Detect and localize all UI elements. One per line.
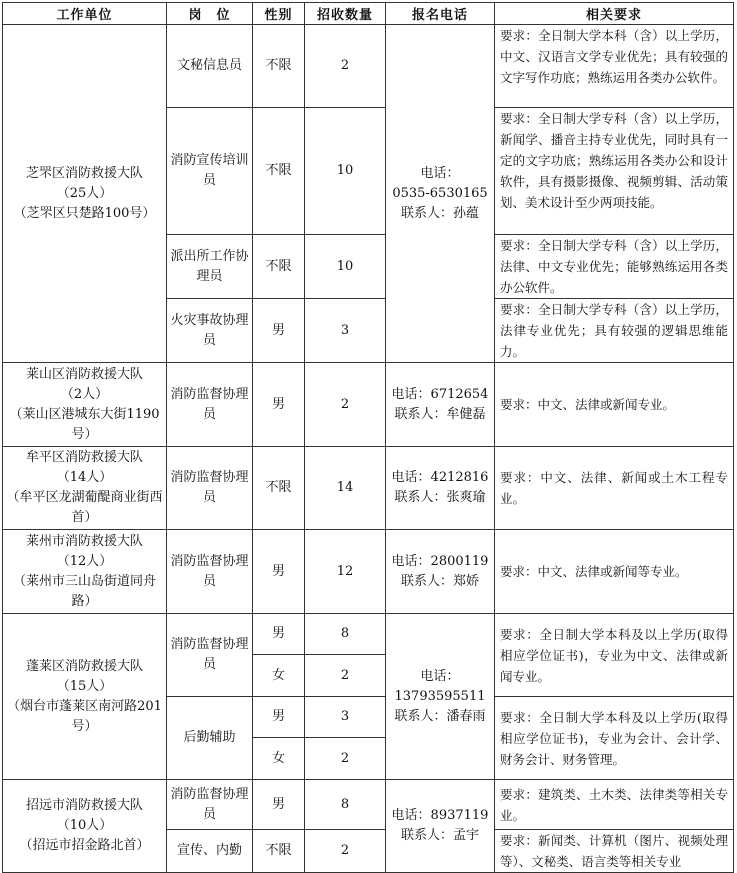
post-cell: 火灾事故协理员 — [167, 299, 253, 363]
unit-cell: 莱州市消防救援大队 （12人） （莱州市三山岛街道同舟路） — [3, 530, 167, 614]
header-post: 岗 位 — [167, 3, 253, 25]
header-row — [3, 3, 734, 25]
phone-cell: 电话：4212816 联系人：张爽瑜 — [386, 447, 495, 530]
unit-cell: 蓬莱区消防救援大队 （15人） （烟台市蓬莱区南河路201号） — [3, 614, 167, 780]
count-cell: 8 — [305, 780, 386, 830]
unit-cell: 牟平区消防救援大队 （14人） （牟平区龙湖葡醍商业街西首） — [3, 447, 167, 530]
phone-cell: 电话：8937119 联系人：孟宇 — [386, 780, 495, 873]
count-cell: 10 — [305, 108, 386, 235]
post-cell: 派出所工作协理员 — [167, 235, 253, 299]
table-row — [3, 363, 734, 447]
count-cell: 8 — [305, 614, 386, 655]
post-cell: 消防监督协理员 — [167, 363, 253, 447]
requirements-cell: 要求：中文、法律、新闻或土木工程专业。 — [495, 447, 734, 530]
phone-cell: 电话： 13793595511 联系人：潘春雨 — [386, 614, 495, 780]
header-unit: 工作单位 — [3, 3, 167, 25]
phone-cell: 电话：6712654 联系人：牟健磊 — [386, 363, 495, 447]
table-row — [3, 25, 734, 108]
unit-cell: 招远市消防救援大队 （10人） （招远市招金路北首） — [3, 780, 167, 873]
unit-cell: 莱山区消防救援大队 （2人） （莱山区港城东大街1190号） — [3, 363, 167, 447]
post-cell: 后勤辅助 — [167, 697, 253, 780]
gender-cell: 男 — [253, 697, 305, 738]
gender-cell: 女 — [253, 655, 305, 697]
count-cell: 3 — [305, 697, 386, 738]
table-row — [3, 614, 734, 655]
gender-cell: 不限 — [253, 447, 305, 530]
post-cell: 文秘信息员 — [167, 25, 253, 108]
count-cell: 2 — [305, 830, 386, 873]
count-cell: 3 — [305, 299, 386, 363]
count-cell: 2 — [305, 363, 386, 447]
post-cell: 宣传、内勤 — [167, 830, 253, 873]
requirements-cell: 要求：全日制大学本科（含）以上学历，中文、汉语言文学专业优先；具有较强的文字写作功底；熟练运用各类办公软件。 — [495, 25, 734, 108]
requirements-cell: 要求：全日制大学专科（含）以上学历，新闻学、播音主持专业优先，同时具有一定的文字功底；熟练运用各类办公和设计软件，具有摄影摄像、视频剪辑、活动策划、美术设计至少两项技能。 — [495, 108, 734, 235]
table-row — [3, 530, 734, 614]
phone-cell: 电话： 0535-6530165 联系人：孙蕴 — [386, 25, 495, 363]
gender-cell: 男 — [253, 614, 305, 655]
table-row — [3, 780, 734, 830]
count-cell: 10 — [305, 235, 386, 299]
requirements-cell: 要求：全日制大学本科及以上学历(取得相应学位证书)，专业为中文、法律或新闻专业。 — [495, 614, 734, 697]
post-cell: 消防监督协理员 — [167, 780, 253, 830]
post-cell: 消防宣传培训员 — [167, 108, 253, 235]
recruitment-table — [2, 2, 734, 873]
gender-cell: 不限 — [253, 25, 305, 108]
requirements-cell: 要求：新闻类、计算机（图片、视频处理等）、文秘类、语言类等相关专业 — [495, 830, 734, 873]
gender-cell: 不限 — [253, 830, 305, 873]
count-cell: 2 — [305, 25, 386, 108]
header-requirements: 相关要求 — [495, 3, 734, 25]
post-cell: 消防监督协理员 — [167, 530, 253, 614]
gender-cell: 男 — [253, 780, 305, 830]
header-gender: 性别 — [253, 3, 305, 25]
table-row — [3, 447, 734, 530]
count-cell: 14 — [305, 447, 386, 530]
gender-cell: 不限 — [253, 235, 305, 299]
requirements-cell: 要求：全日制大学专科（含）以上学历，法律、中文专业优先；能够熟练运用各类办公软件。 — [495, 235, 734, 299]
requirements-cell: 要求：全日制大学专科（含）以上学历，法律专业优先；具有较强的逻辑思维能力。 — [495, 299, 734, 363]
post-cell: 消防监督协理员 — [167, 447, 253, 530]
count-cell: 2 — [305, 738, 386, 780]
requirements-cell: 要求：中文、法律或新闻等专业。 — [495, 530, 734, 614]
gender-cell: 男 — [253, 363, 305, 447]
unit-cell: 芝罘区消防救援大队 （25人） （芝罘区只楚路100号） — [3, 25, 167, 363]
post-cell: 消防监督协理员 — [167, 614, 253, 697]
count-cell: 12 — [305, 530, 386, 614]
count-cell: 2 — [305, 655, 386, 697]
gender-cell: 女 — [253, 738, 305, 780]
gender-cell: 不限 — [253, 108, 305, 235]
header-count: 招收数量 — [305, 3, 386, 25]
requirements-cell: 要求：建筑类、土木类、法律类等相关专业。 — [495, 780, 734, 830]
requirements-cell: 要求：全日制大学本科及以上学历(取得相应学位证书)，专业为会计、会计学、财务会计、财务管理。 — [495, 697, 734, 780]
header-phone: 报名电话 — [386, 3, 495, 25]
phone-cell: 电话：2800119 联系人：郑娇 — [386, 530, 495, 614]
requirements-cell: 要求：中文、法律或新闻专业。 — [495, 363, 734, 447]
gender-cell: 男 — [253, 530, 305, 614]
gender-cell: 男 — [253, 299, 305, 363]
